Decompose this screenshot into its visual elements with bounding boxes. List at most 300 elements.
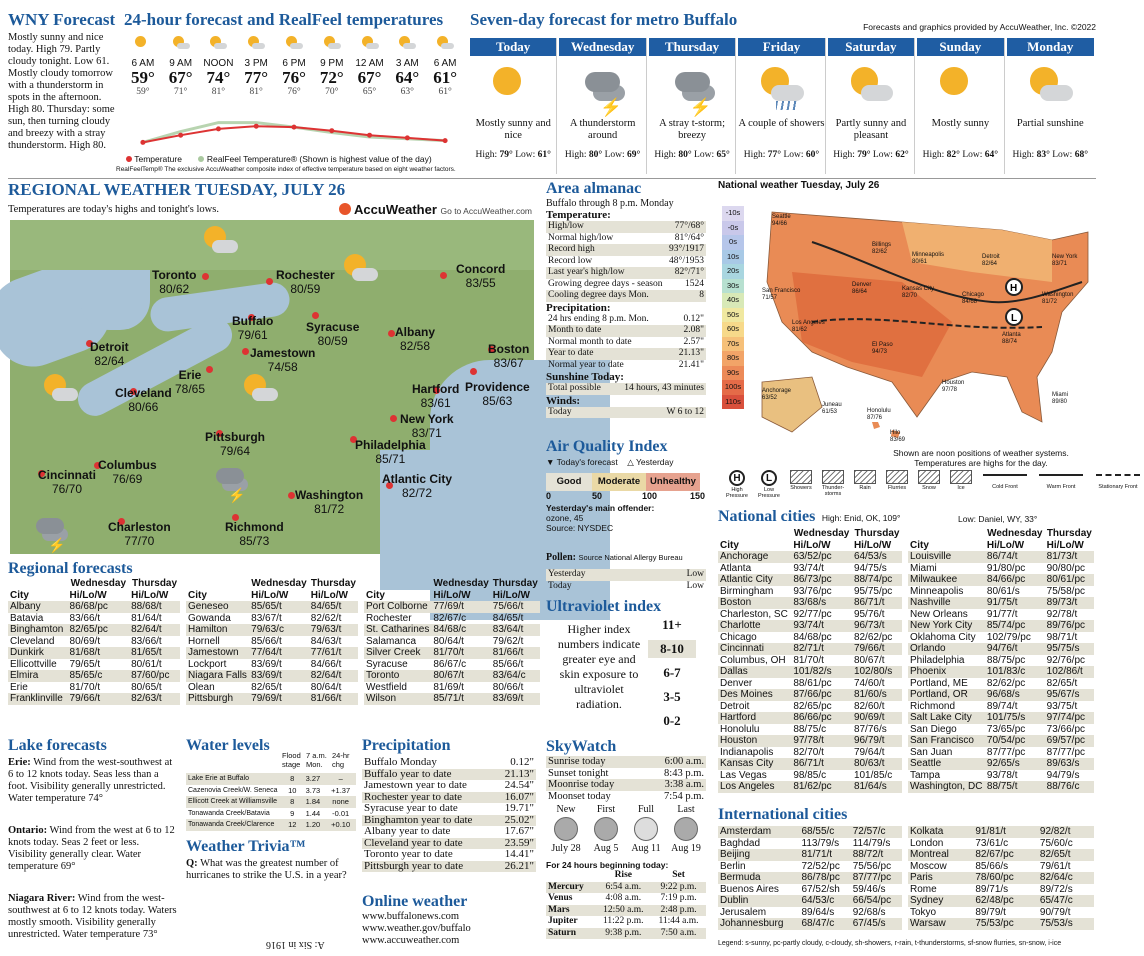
- planet-name: Venus: [548, 893, 573, 903]
- uv-level: 8-10: [648, 640, 696, 658]
- city-temps: 80/66: [128, 400, 159, 414]
- row-label: Normal month to date: [548, 336, 632, 347]
- legend-low-icon: L: [761, 470, 777, 486]
- row-city: Nashville: [908, 597, 985, 609]
- online-link[interactable]: www.accuweather.com: [362, 935, 460, 946]
- row-thu: 82/64/c: [1038, 872, 1094, 884]
- aqi-source: Source: NYSDEC: [546, 523, 614, 533]
- city-label: [306, 320, 359, 348]
- day-desc: A couple of showers: [738, 118, 825, 129]
- row-label: Today: [548, 580, 572, 591]
- wny-text: Mostly sunny and nice today. High 79. Partly cloudy tonight. Low 61. Mostly cloudy tomorrow with a thunderstorm in spots in the afternoon. High 80. Thursday: some sun, then turning cloudy and breezy with a stray thunderstorm. High 80.: [8, 32, 115, 151]
- city-temps: 83/67: [493, 356, 524, 370]
- table-row: [718, 597, 902, 609]
- legend-front-icon: [1096, 474, 1140, 482]
- table-row: [546, 348, 706, 360]
- day-high: 80°: [588, 150, 603, 160]
- row-wed: 70/54/pc: [985, 735, 1045, 747]
- temp-legend-label: Temperature: [134, 154, 182, 164]
- lake-text: Wind from the west-southwest at 6 to 12 knots today. Seas less than a foot. Visibility generally unrestricted. Water temperature 74°: [8, 757, 173, 804]
- table-row: [186, 613, 358, 625]
- table-row: [908, 826, 1094, 838]
- day-hilo: [559, 150, 645, 160]
- map-city-temps: 88/74: [1002, 338, 1018, 345]
- row-wed: 83/67/t: [251, 612, 282, 624]
- row-city: Chicago: [720, 631, 757, 643]
- table-row: [362, 826, 536, 838]
- water-site: Lake Erie at Buffalo: [186, 773, 284, 785]
- online-link[interactable]: www.buffalonews.com: [362, 911, 460, 922]
- aqi-ticks: [546, 491, 706, 501]
- table-row: [8, 647, 180, 659]
- water-site: Tonawanda Creek/Batavia: [188, 809, 270, 817]
- row-wed: 83/69/t: [251, 658, 282, 670]
- row-wed: 64/53/c: [800, 895, 851, 907]
- table-row: [908, 632, 1094, 644]
- table-row: [718, 770, 902, 782]
- city-dot: [242, 348, 249, 355]
- row-city: Charleston, SC: [720, 608, 788, 620]
- table-row: [8, 601, 180, 613]
- moon-phase: [626, 804, 666, 854]
- temp-scale: [722, 206, 744, 409]
- row-city: Albany: [8, 601, 68, 613]
- row-thu: 95/67/s: [1045, 689, 1094, 701]
- row-city: Beijing: [718, 849, 800, 861]
- map-city-temps: 61/53: [822, 408, 838, 415]
- aqi-offender: ozone, 45: [546, 513, 584, 523]
- temp-scale-band: -10s: [722, 206, 744, 221]
- row-city: Dublin: [718, 895, 800, 907]
- city-dot: [206, 366, 213, 373]
- city-name: Toronto: [152, 268, 197, 282]
- online-weather: [362, 893, 536, 947]
- city-table: [364, 578, 540, 705]
- map-city-name: Kansas City: [902, 286, 935, 292]
- col-wed: Wednesday: [987, 528, 1043, 539]
- table-row: [186, 693, 358, 705]
- row-thu: 89/76/pc: [1045, 620, 1094, 632]
- national-tables: [718, 528, 1096, 803]
- hourly-temp: 74°: [206, 68, 231, 87]
- table-row: [362, 849, 536, 861]
- row-thu: 79/66/t: [852, 643, 902, 655]
- table-row: [546, 569, 706, 581]
- row-wed: 75/53/pc: [973, 918, 1038, 930]
- aqi-yesterday-marker: △: [627, 457, 634, 467]
- city-temps: 83/61: [420, 396, 451, 410]
- row-city: Jamestown: [186, 647, 249, 659]
- table-row: [718, 689, 902, 701]
- realfeel-note: RealFeelTemp® The exclusive AccuWeather composite index of effective temperature based on eight weather factors.: [116, 166, 456, 173]
- row-label: Normal year to date: [548, 359, 624, 370]
- planet-name: Mercury: [546, 882, 596, 894]
- row-label: Sunset tonight: [548, 767, 609, 779]
- lake-item: [8, 893, 178, 941]
- row-city: Salamanca: [366, 635, 417, 647]
- hourly-temp: 76°: [282, 68, 306, 87]
- col-thu: Thursday: [1046, 528, 1092, 539]
- day-low: 64°: [984, 150, 999, 160]
- row-wed: 81/62/pc: [791, 781, 852, 793]
- row-city: Tokyo: [910, 906, 937, 918]
- city-temps: 74/58: [267, 360, 298, 374]
- row-city: Tampa: [910, 769, 941, 781]
- aqi-good-label: Good: [556, 476, 582, 487]
- row-city: San Francisco: [908, 735, 985, 747]
- hourly-column: [200, 34, 238, 97]
- table-row: [718, 551, 902, 563]
- row-thu: 66/54/pc: [851, 895, 902, 907]
- skywatch: [546, 738, 706, 939]
- table-row: [718, 747, 902, 759]
- row-wed: 96/68/s: [985, 689, 1045, 701]
- moon-phase-name: Last: [677, 804, 695, 815]
- legend-item: [820, 470, 846, 497]
- storm-icon: ⚡: [578, 62, 628, 112]
- hourly-realfeel: 63°: [400, 87, 414, 97]
- day-desc: Mostly sunny and nice: [475, 118, 551, 141]
- row-thu: 81/66/t: [309, 693, 358, 705]
- row-thu: 97/74/pc: [1045, 712, 1094, 724]
- city-name: Charleston: [108, 520, 171, 534]
- row-wed: 101/83/c: [985, 666, 1045, 678]
- map-city-temps: 71/57: [762, 294, 778, 301]
- day-low-label: Low:: [1052, 150, 1073, 160]
- day-high: 79°: [499, 150, 513, 160]
- row-label: High/low: [546, 221, 666, 233]
- row-city: Phoenix: [908, 666, 985, 678]
- table-row: [546, 791, 706, 803]
- intl-title: International cities: [718, 806, 848, 823]
- legend-item: [724, 470, 750, 499]
- temp-scale-band: 50s: [722, 308, 744, 323]
- row-label: Today: [546, 407, 610, 419]
- uv-index: [546, 598, 706, 734]
- moon-phase-date: Aug 19: [671, 843, 701, 854]
- table-row: [362, 861, 536, 873]
- water-site: Cazenovia Creek/W. Seneca: [188, 786, 278, 794]
- brand-link[interactable]: Go to AccuWeather.com: [440, 206, 532, 216]
- col-hilo: Hi/Lo/W: [433, 589, 471, 601]
- almanac-temp-heading: Temperature:: [546, 209, 611, 221]
- city-temps: 82/58: [399, 339, 431, 353]
- table-row: [186, 636, 358, 648]
- city-label: [276, 268, 335, 296]
- day-column: [559, 38, 646, 174]
- row-thu: 75/53/s: [1038, 918, 1094, 930]
- water-level: 3.27: [300, 773, 325, 785]
- row-thu: 90/79/t: [1039, 906, 1071, 918]
- map-city-name: Juneau: [822, 402, 842, 408]
- row-wed: 68/47/c: [800, 918, 851, 930]
- row-value: 21.13": [496, 769, 536, 781]
- row-wed: 88/75/c: [793, 723, 827, 735]
- almanac-sun-heading: Sunshine Today:: [546, 371, 624, 383]
- city-name: Concord: [456, 262, 506, 276]
- table-row: [718, 907, 902, 919]
- legend-item: [1092, 470, 1144, 490]
- partly-cloudy-icon: [1025, 62, 1075, 112]
- temperature-point: [443, 138, 448, 143]
- almanac-title: Area almanac: [546, 180, 642, 197]
- legend-label: Warm Front: [1046, 484, 1076, 490]
- row-city: Portland, ME: [910, 677, 968, 689]
- map-city-temps: 81/62: [792, 326, 808, 333]
- city-temps: 80/62: [159, 282, 190, 296]
- city-name: Cincinnati: [38, 468, 97, 482]
- online-link[interactable]: www.weather.gov/buffalo: [362, 923, 471, 934]
- row-thu: 83/64/t: [491, 624, 540, 636]
- city-temps: 76/69: [112, 472, 143, 486]
- row-thu: 59/46/s: [852, 883, 886, 895]
- city-temps: 76/70: [51, 482, 83, 496]
- row-wed: 94/76/t: [985, 643, 1045, 655]
- almanac-wind-heading: Winds:: [546, 394, 581, 407]
- legend-label: Showers: [790, 485, 812, 491]
- row-value: 1524: [685, 278, 704, 289]
- city-table: [186, 578, 358, 705]
- row-city: Des Moines: [718, 689, 791, 701]
- uv-title: Ultraviolet index: [546, 598, 662, 615]
- moon-icon: [594, 817, 618, 841]
- lake-item: [8, 825, 178, 873]
- row-thu: 87/60/pc: [129, 670, 180, 682]
- map-city: [872, 342, 893, 355]
- temperature-point: [329, 128, 334, 133]
- row-wed: 83/68/s: [791, 597, 852, 609]
- row-city: Hornell: [188, 635, 220, 647]
- table-row: [908, 747, 1094, 759]
- row-wed: 89/64/s: [801, 906, 835, 918]
- almanac-precip-heading: Precipitation:: [546, 301, 611, 314]
- col-wed: Wednesday: [251, 578, 307, 589]
- row-thu: 82/64/t: [129, 624, 180, 636]
- hourly-column: [275, 34, 313, 97]
- lake-title: Lake forecasts: [8, 737, 107, 754]
- row-wed: 93/74/t: [791, 620, 852, 632]
- uv-level: 11+: [662, 617, 682, 632]
- city-temps: 83/71: [411, 426, 442, 440]
- set-header: Set: [672, 870, 685, 880]
- col-wed: Wednesday: [793, 528, 850, 539]
- day-hilo: [917, 150, 1003, 160]
- city-label: [115, 386, 172, 414]
- row-thu: 83/69/t: [491, 693, 540, 705]
- international-cities: [718, 806, 1096, 947]
- row-thu: 88/74/pc: [852, 574, 902, 586]
- map-city: [1042, 292, 1073, 305]
- row-value: 2.08": [671, 325, 706, 337]
- row-wed: 82/65/pc: [68, 624, 130, 636]
- table-row: [546, 768, 706, 780]
- row-city: Batavia: [10, 612, 44, 624]
- aqi-yesterday-label: Yesterday: [636, 457, 674, 467]
- lake-name: Erie:: [8, 757, 31, 768]
- table-row: [908, 872, 1094, 884]
- planet-rise: 11:22 p.m.: [603, 916, 644, 926]
- map-city: [792, 320, 825, 333]
- temperature-point: [140, 140, 145, 145]
- row-city: Westfield: [366, 681, 407, 693]
- day-high: 82°: [946, 150, 960, 160]
- city-dot: [288, 492, 295, 499]
- row-thu: 96/79/t: [852, 735, 902, 747]
- row-label: Sunrise today: [546, 756, 644, 768]
- lake-text: Wind from the west-southwest at 6 to 12 knots today. Waters mostly smooth. Visibility generally unrestricted. Water temperature 73°: [8, 893, 177, 940]
- legend-label: Low Pressure: [757, 487, 780, 499]
- row-wed: 82/71/t: [791, 643, 852, 655]
- city-label: [355, 438, 426, 466]
- row-wed: 86/71/t: [791, 758, 852, 770]
- pollen-source: Source National Allergy Bureau: [578, 553, 683, 562]
- row-thu: 87/77/pc: [851, 872, 902, 884]
- row-thu: 75/56/pc: [852, 860, 892, 872]
- map-city-name: Anchorage: [762, 388, 792, 394]
- temp-legend-dot: [126, 156, 132, 162]
- table-row: [718, 781, 902, 793]
- city-label: [108, 520, 171, 548]
- table-row: [8, 682, 180, 694]
- table-row: [718, 724, 902, 736]
- row-label: Record low: [548, 255, 593, 266]
- row-label: Syracuse year to date: [364, 802, 458, 814]
- row-thu: 80/65/t: [131, 681, 162, 693]
- water-flood: 8: [284, 796, 300, 808]
- accuweather-brand[interactable]: [339, 202, 532, 217]
- row-city: Rome: [910, 883, 937, 895]
- col-hilo: Hi/Lo/W: [310, 589, 348, 601]
- city-label: [395, 325, 435, 353]
- table-row: [718, 643, 902, 655]
- water-row: [186, 796, 356, 808]
- rise-header: Rise: [614, 870, 632, 880]
- temperature-point: [254, 124, 259, 129]
- row-city: Moscow: [910, 860, 947, 872]
- row-city: Houston: [718, 735, 791, 747]
- city-label: [90, 340, 129, 368]
- legend-label: Thunder-storms: [821, 485, 845, 497]
- table-row: [186, 624, 358, 636]
- city-label: [412, 382, 459, 410]
- row-city: Charlotte: [718, 620, 791, 632]
- city-dot: [202, 273, 209, 280]
- row-thu: 80/66/t: [492, 681, 524, 693]
- table-row: [718, 701, 902, 713]
- col-hilo: Hi/Lo/W: [492, 589, 530, 601]
- low-pressure-letter: L: [1011, 313, 1018, 324]
- row-value: Low: [686, 580, 704, 591]
- table-row: [362, 780, 536, 792]
- row-wed: 84/68/c: [431, 624, 490, 636]
- partly-cloudy-icon: [240, 370, 280, 410]
- col-thu: Thursday: [310, 578, 356, 589]
- col-city: City: [188, 589, 207, 601]
- table-row: [908, 689, 1094, 701]
- row-thu: 82/65/t: [1046, 677, 1078, 689]
- row-city: Kansas City: [718, 758, 791, 770]
- precip-table: [362, 757, 536, 872]
- row-city: New York City: [908, 620, 985, 632]
- map-city: [852, 282, 871, 295]
- row-city: Philadelphia: [910, 654, 965, 666]
- row-label: Moonset today: [548, 790, 611, 802]
- day-high: 77°: [767, 150, 782, 160]
- row-value: 3:38 a.m.: [644, 779, 706, 791]
- row-thu: 98/71/t: [1046, 631, 1078, 643]
- row-wed: 67/52/sh: [801, 883, 840, 895]
- map-city: [982, 254, 1000, 267]
- table-row: [718, 861, 902, 873]
- day-column: [738, 38, 825, 174]
- row-value: 2.57": [683, 336, 704, 347]
- row-thu: 69/57/pc: [1045, 735, 1094, 747]
- row-value: 21.13": [671, 348, 706, 360]
- moon-phase-date: Aug 5: [593, 843, 619, 854]
- row-wed: 101/82/s: [791, 666, 852, 678]
- row-wed: 86/73/pc: [791, 574, 852, 586]
- row-wed: 81/68/t: [68, 647, 130, 659]
- temp-scale-band: 90s: [722, 366, 744, 381]
- day-high: 80°: [678, 150, 692, 160]
- city-label: [98, 458, 157, 486]
- row-thu: 82/62/pc: [853, 631, 893, 643]
- hourly-temp: 61°: [433, 68, 457, 87]
- map-city-name: Houston: [942, 380, 965, 386]
- table-row: [186, 647, 358, 659]
- city-name: Rochester: [276, 268, 335, 282]
- city-name: Detroit: [90, 340, 129, 354]
- city-label: [152, 268, 196, 296]
- day-hilo: [1007, 150, 1094, 160]
- table-row: [546, 383, 706, 395]
- row-value: 19.71": [504, 802, 534, 814]
- row-value: 17.67": [504, 825, 534, 837]
- row-thu: 90/69/t: [852, 712, 902, 724]
- legend-precip-icon: [822, 470, 844, 484]
- row-thu: 81/60/s: [852, 689, 902, 701]
- map-city-temps: 94/73: [872, 348, 888, 355]
- table-row: [718, 609, 902, 621]
- weather-trivia: [186, 838, 356, 950]
- col-thu: Thursday: [854, 528, 900, 539]
- planets-heading: For 24 hours beginning today:: [546, 860, 669, 870]
- legend-precip-icon: [790, 470, 812, 484]
- row-city: Cincinnati: [718, 643, 791, 655]
- day-low-label: Low:: [962, 150, 983, 160]
- city-name: Syracuse: [306, 320, 360, 334]
- table-row: [908, 735, 1094, 747]
- day-name: Thursday: [649, 38, 735, 56]
- row-city: Detroit: [720, 700, 750, 712]
- row-wed: 72/52/pc: [801, 860, 840, 872]
- legend-label: High Pressure: [725, 487, 748, 499]
- city-temps: 79/64: [219, 444, 251, 458]
- map-city-temps: 83/71: [1052, 260, 1068, 267]
- national-heading: [718, 508, 1096, 528]
- almanac-precip-table: [546, 314, 706, 372]
- day-hilo: [828, 150, 914, 160]
- row-label: 24 hrs ending 8 p.m. Mon.: [548, 313, 649, 324]
- row-city: Buenos Aires: [720, 883, 779, 895]
- row-thu: 79/61/t: [1039, 860, 1071, 872]
- row-thu: 83/64/c: [491, 670, 540, 682]
- city-label: [232, 314, 273, 342]
- row-wed: 85/65/t: [249, 601, 309, 613]
- day-low-label: Low:: [694, 150, 715, 160]
- regional-subtitle: Temperatures are today's highs and tonight's lows.: [8, 204, 219, 215]
- row-wed: 85/65/c: [68, 670, 130, 682]
